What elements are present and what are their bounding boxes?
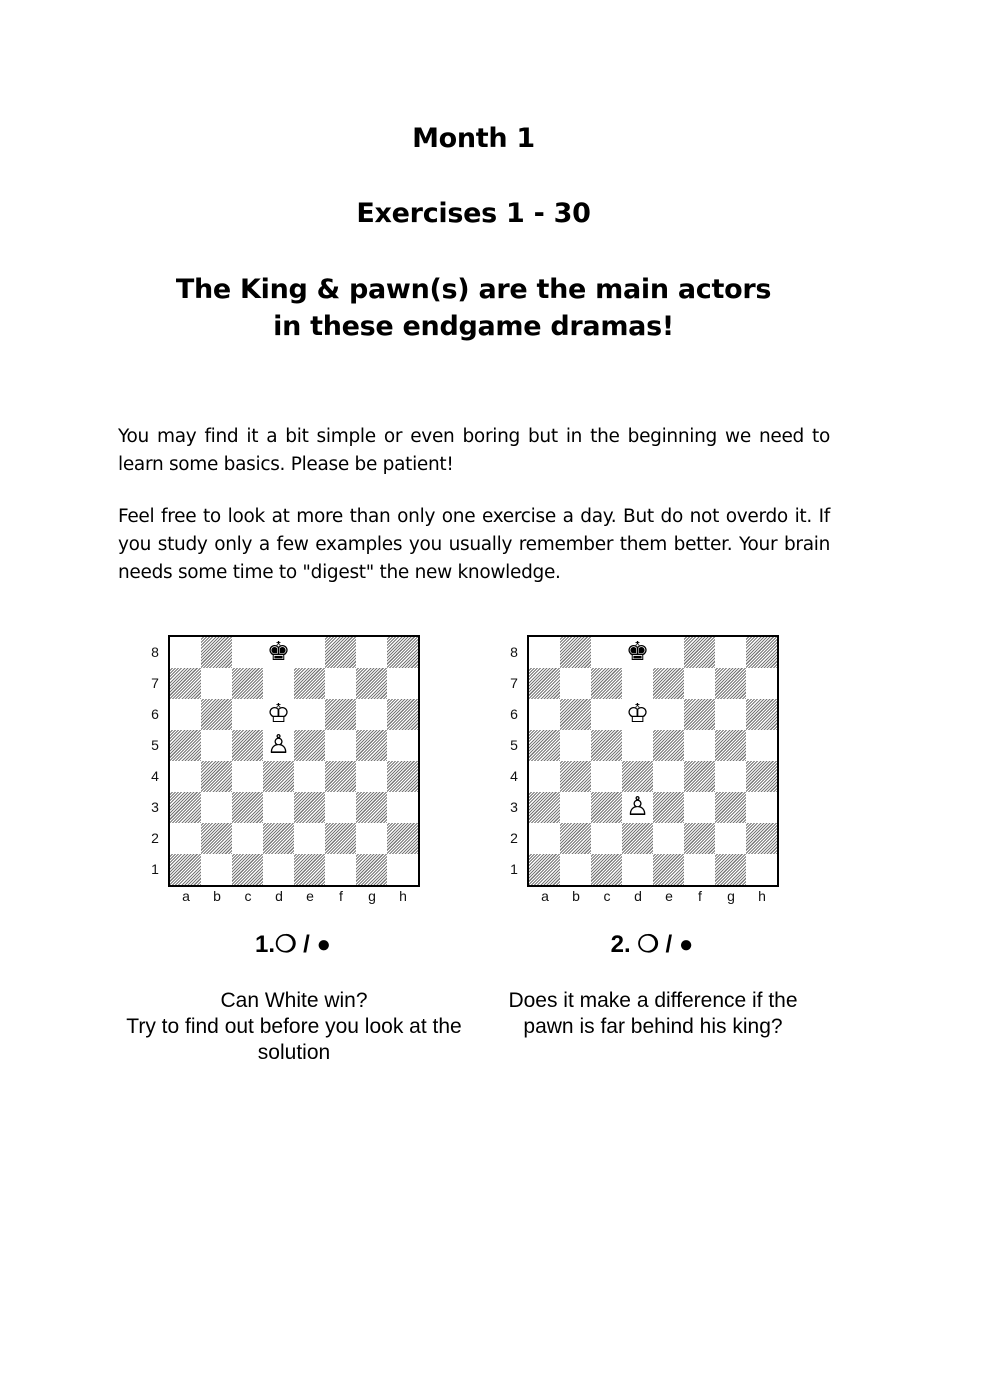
board-square-c7 — [591, 668, 622, 699]
board-square-e4 — [294, 761, 325, 792]
board-square-b5 — [560, 730, 591, 761]
board-square-e1 — [653, 854, 684, 885]
rank-label: 3 — [151, 799, 159, 815]
chess-board — [168, 635, 420, 887]
exercise-caption-2 — [478, 988, 828, 1040]
board-square-c1 — [232, 854, 263, 885]
board-square-g4 — [715, 761, 746, 792]
board-square-a5 — [170, 730, 201, 761]
exercise-number-2: 2. ❍ / ● — [610, 931, 694, 958]
file-label: f — [698, 888, 702, 904]
board-square-g2 — [715, 823, 746, 854]
chess-diagram-2 — [507, 630, 777, 910]
board-square-a8 — [529, 637, 560, 668]
board-square-a7 — [529, 668, 560, 699]
board-square-g1 — [356, 854, 387, 885]
exercise-number-1: 1.❍ / ● — [254, 931, 332, 958]
rank-label: 2 — [151, 830, 159, 846]
board-square-b6 — [201, 699, 232, 730]
board-square-a5 — [529, 730, 560, 761]
board-square-f3 — [684, 792, 715, 823]
board-square-b8 — [201, 637, 232, 668]
file-label: b — [213, 888, 221, 904]
board-square-h7 — [746, 668, 777, 699]
board-square-d2 — [622, 823, 653, 854]
file-label: g — [727, 888, 735, 904]
board-square-h2 — [387, 823, 418, 854]
board-square-d6 — [263, 699, 294, 730]
board-square-a6 — [529, 699, 560, 730]
board-square-d4 — [263, 761, 294, 792]
black-king-icon: ♚ — [622, 637, 653, 668]
board-square-g5 — [356, 730, 387, 761]
board-square-h5 — [746, 730, 777, 761]
board-square-d7 — [263, 668, 294, 699]
board-square-a4 — [529, 761, 560, 792]
file-label: b — [572, 888, 580, 904]
board-square-h8 — [387, 637, 418, 668]
board-square-f1 — [684, 854, 715, 885]
board-square-c8 — [591, 637, 622, 668]
rank-label: 5 — [151, 737, 159, 753]
board-square-g6 — [715, 699, 746, 730]
board-square-c8 — [232, 637, 263, 668]
board-square-h3 — [746, 792, 777, 823]
board-square-a1 — [170, 854, 201, 885]
board-square-d2 — [263, 823, 294, 854]
board-square-h2 — [746, 823, 777, 854]
caption-line: pawn is far behind his king? — [523, 1015, 783, 1038]
board-square-b1 — [201, 854, 232, 885]
board-square-g7 — [356, 668, 387, 699]
subtitle-line-1: The King & pawn(s) are the main actors — [175, 274, 772, 305]
board-square-g7 — [715, 668, 746, 699]
black-king-icon: ♚ — [263, 637, 294, 668]
chess-diagram-1 — [148, 630, 418, 910]
board-square-e6 — [653, 699, 684, 730]
board-square-d4 — [622, 761, 653, 792]
board-square-e7 — [653, 668, 684, 699]
board-square-c5 — [591, 730, 622, 761]
board-square-e8 — [294, 637, 325, 668]
board-square-c7 — [232, 668, 263, 699]
board-square-b6 — [560, 699, 591, 730]
white-king-icon: ♔ — [622, 699, 653, 730]
board-square-d7 — [622, 668, 653, 699]
board-square-h4 — [387, 761, 418, 792]
board-square-h4 — [746, 761, 777, 792]
board-square-f2 — [325, 823, 356, 854]
board-square-d3 — [622, 792, 653, 823]
month-heading: Month 1 — [412, 123, 535, 154]
board-square-e6 — [294, 699, 325, 730]
board-square-e3 — [294, 792, 325, 823]
caption-line: Try to find out before you look at the — [126, 1015, 462, 1038]
board-square-e7 — [294, 668, 325, 699]
file-label: h — [758, 888, 766, 904]
board-square-c1 — [591, 854, 622, 885]
board-square-d6 — [622, 699, 653, 730]
board-square-f8 — [684, 637, 715, 668]
board-square-f4 — [325, 761, 356, 792]
board-square-g2 — [356, 823, 387, 854]
chess-board — [527, 635, 779, 887]
file-label: e — [306, 888, 314, 904]
board-square-b4 — [201, 761, 232, 792]
board-square-a2 — [529, 823, 560, 854]
board-square-h6 — [387, 699, 418, 730]
advice-paragraph: Feel free to look at more than only one exercise a day. But do not overdo it. If you study only a few examples you usually remember them better. Your brain needs some time to "digest" the new knowledge. — [118, 506, 830, 583]
board-square-h6 — [746, 699, 777, 730]
board-square-a3 — [170, 792, 201, 823]
rank-label: 6 — [151, 706, 159, 722]
board-square-g4 — [356, 761, 387, 792]
board-square-f3 — [325, 792, 356, 823]
board-square-f1 — [325, 854, 356, 885]
board-square-e1 — [294, 854, 325, 885]
board-square-h8 — [746, 637, 777, 668]
rank-label: 7 — [510, 675, 518, 691]
rank-label: 8 — [151, 644, 159, 660]
rank-label: 1 — [510, 861, 518, 877]
rank-label: 5 — [510, 737, 518, 753]
board-square-h5 — [387, 730, 418, 761]
board-square-f8 — [325, 637, 356, 668]
rank-label: 1 — [151, 861, 159, 877]
board-square-a1 — [529, 854, 560, 885]
board-square-b4 — [560, 761, 591, 792]
board-square-e5 — [294, 730, 325, 761]
exercises-heading: Exercises 1 - 30 — [356, 198, 591, 229]
board-square-a4 — [170, 761, 201, 792]
board-square-e8 — [653, 637, 684, 668]
board-square-e3 — [653, 792, 684, 823]
file-label: d — [275, 888, 283, 904]
board-square-g6 — [356, 699, 387, 730]
board-square-a3 — [529, 792, 560, 823]
white-pawn-icon: ♙ — [263, 730, 294, 761]
board-square-e2 — [653, 823, 684, 854]
board-square-g3 — [715, 792, 746, 823]
file-label: a — [541, 888, 549, 904]
file-label: a — [182, 888, 190, 904]
board-square-c4 — [232, 761, 263, 792]
board-square-e2 — [294, 823, 325, 854]
rank-label: 7 — [151, 675, 159, 691]
board-square-f2 — [684, 823, 715, 854]
board-square-h1 — [746, 854, 777, 885]
board-square-c6 — [591, 699, 622, 730]
board-square-f5 — [684, 730, 715, 761]
board-square-c5 — [232, 730, 263, 761]
board-square-f7 — [684, 668, 715, 699]
board-square-g8 — [356, 637, 387, 668]
board-square-b8 — [560, 637, 591, 668]
board-square-c6 — [232, 699, 263, 730]
board-square-b2 — [201, 823, 232, 854]
board-square-b5 — [201, 730, 232, 761]
board-square-b7 — [560, 668, 591, 699]
board-square-b7 — [201, 668, 232, 699]
board-square-c2 — [232, 823, 263, 854]
board-square-b1 — [560, 854, 591, 885]
board-square-h3 — [387, 792, 418, 823]
board-square-d5 — [622, 730, 653, 761]
board-square-b2 — [560, 823, 591, 854]
board-square-c3 — [232, 792, 263, 823]
board-square-d1 — [263, 854, 294, 885]
board-square-c2 — [591, 823, 622, 854]
board-square-d1 — [622, 854, 653, 885]
white-king-icon: ♔ — [263, 699, 294, 730]
exercise-caption-1 — [108, 988, 480, 1066]
board-square-b3 — [201, 792, 232, 823]
board-square-e4 — [653, 761, 684, 792]
white-pawn-icon: ♙ — [622, 792, 653, 823]
board-square-d5 — [263, 730, 294, 761]
board-square-g8 — [715, 637, 746, 668]
board-square-f5 — [325, 730, 356, 761]
board-square-h1 — [387, 854, 418, 885]
file-label: e — [665, 888, 673, 904]
board-square-a8 — [170, 637, 201, 668]
rank-label: 6 — [510, 706, 518, 722]
board-square-f7 — [325, 668, 356, 699]
board-square-b3 — [560, 792, 591, 823]
subtitle-line-2: in these endgame dramas! — [273, 311, 674, 342]
caption-line: solution — [257, 1041, 331, 1064]
board-square-e5 — [653, 730, 684, 761]
board-square-d8 — [622, 637, 653, 668]
board-square-a2 — [170, 823, 201, 854]
rank-label: 4 — [151, 768, 159, 784]
rank-label: 3 — [510, 799, 518, 815]
caption-line: Does it make a difference if the — [508, 989, 798, 1012]
board-square-a7 — [170, 668, 201, 699]
board-square-f6 — [684, 699, 715, 730]
caption-line: Can White win? — [220, 989, 368, 1012]
board-square-d8 — [263, 637, 294, 668]
board-square-f4 — [684, 761, 715, 792]
file-label: c — [603, 888, 611, 904]
board-square-a6 — [170, 699, 201, 730]
board-square-h7 — [387, 668, 418, 699]
rank-label: 4 — [510, 768, 518, 784]
file-label: h — [399, 888, 407, 904]
file-label: d — [634, 888, 642, 904]
file-label: c — [244, 888, 252, 904]
board-square-c3 — [591, 792, 622, 823]
rank-label: 2 — [510, 830, 518, 846]
board-square-c4 — [591, 761, 622, 792]
board-square-g1 — [715, 854, 746, 885]
file-label: g — [368, 888, 376, 904]
board-square-g3 — [356, 792, 387, 823]
board-square-f6 — [325, 699, 356, 730]
board-square-d3 — [263, 792, 294, 823]
board-square-g5 — [715, 730, 746, 761]
file-label: f — [339, 888, 343, 904]
intro-paragraph: You may find it a bit simple or even boring but in the beginning we need to learn some basics. Please be patient! — [118, 426, 830, 475]
rank-label: 8 — [510, 644, 518, 660]
